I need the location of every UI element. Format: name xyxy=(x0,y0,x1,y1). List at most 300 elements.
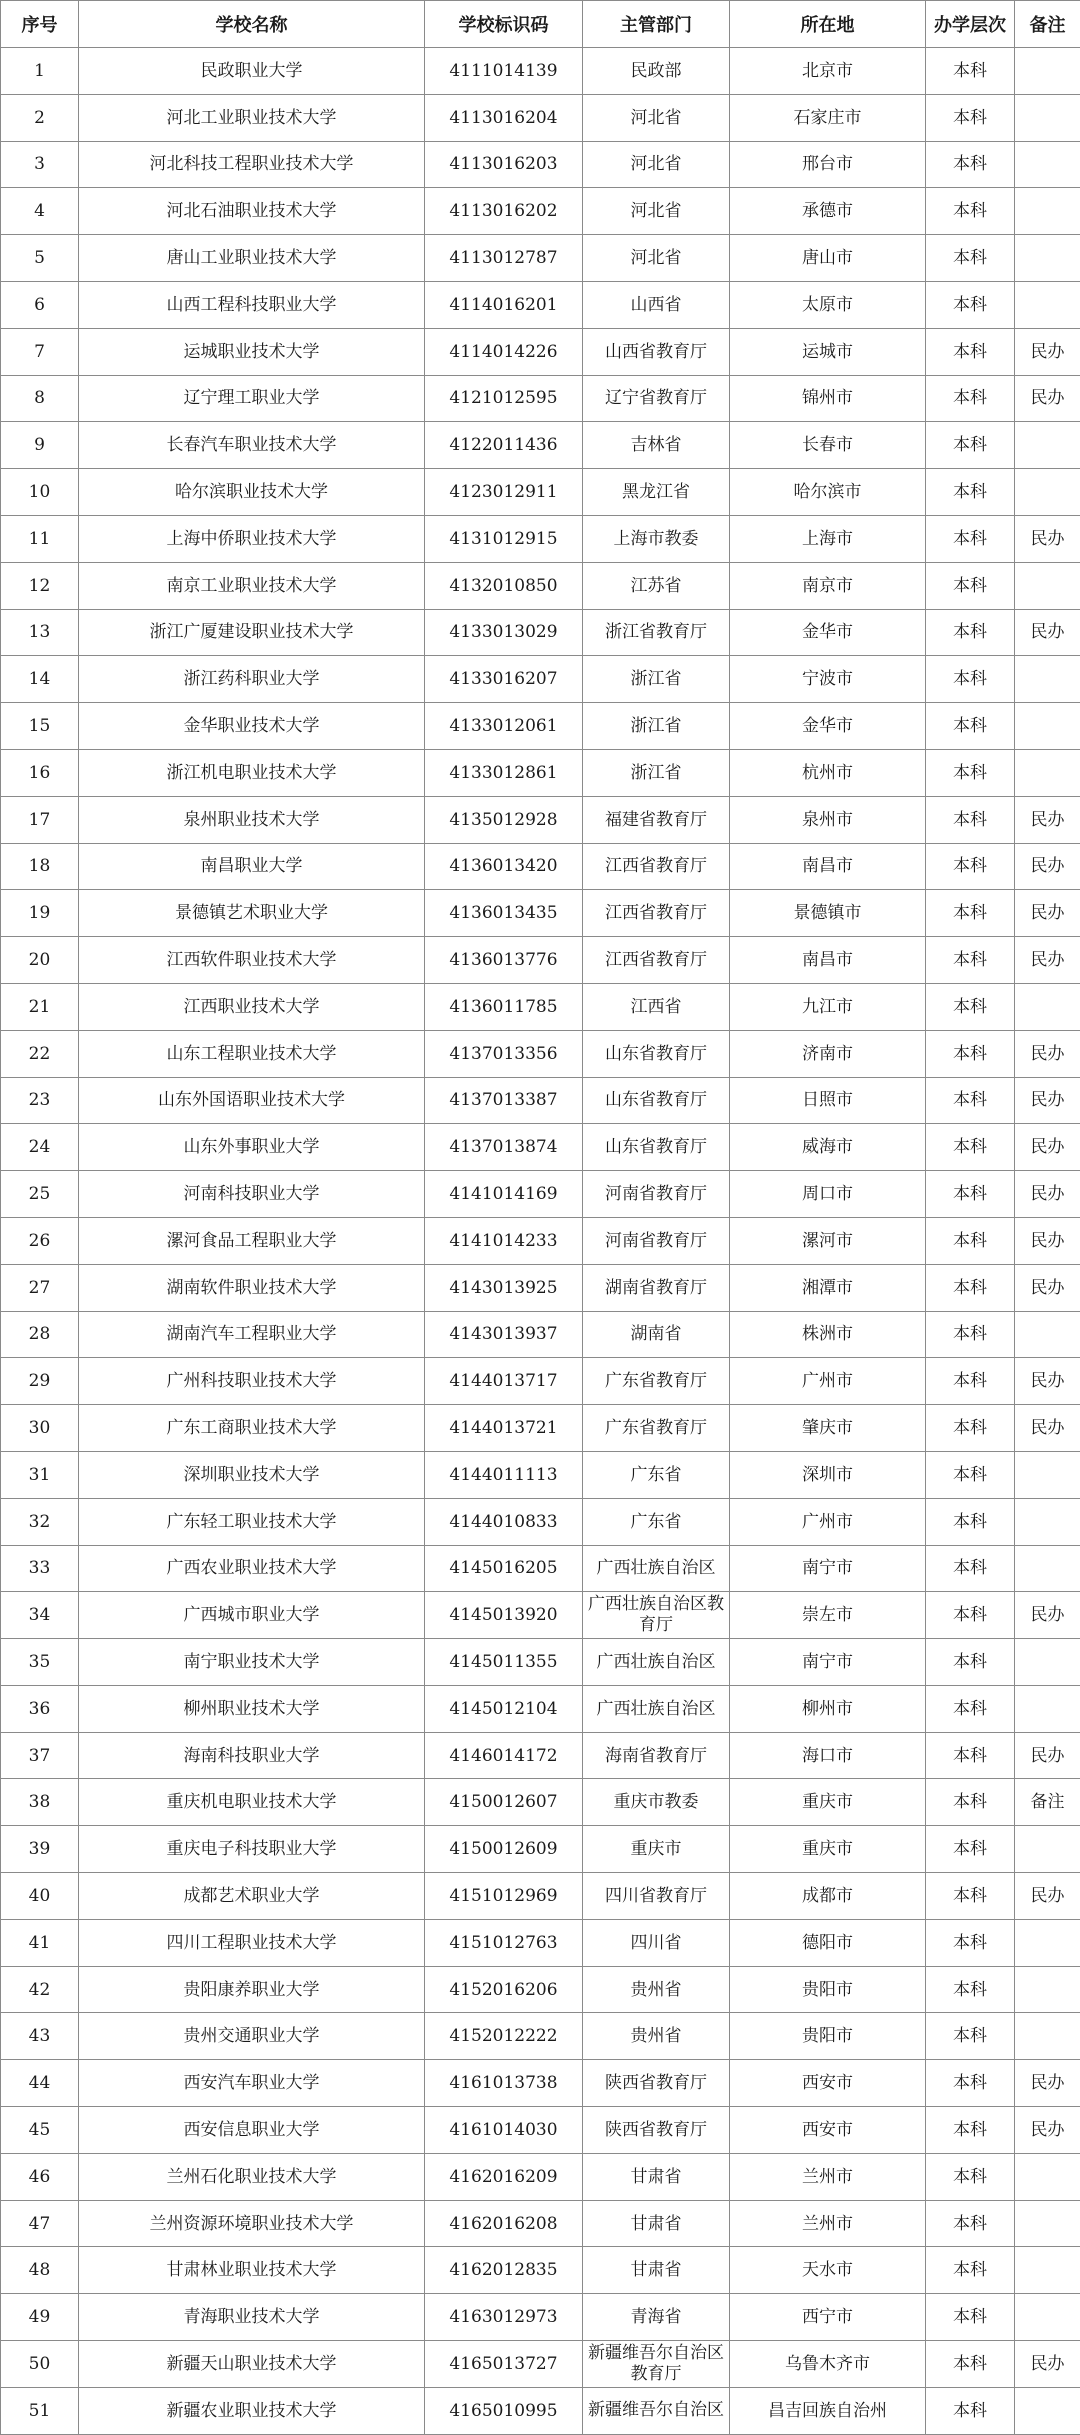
cell-location: 景德镇市 xyxy=(730,890,926,937)
cell-school-code: 4161013738 xyxy=(425,2060,583,2107)
cell-remarks: 民办 xyxy=(1015,1358,1080,1405)
cell-index: 14 xyxy=(1,656,79,703)
table-row xyxy=(1,749,1080,796)
cell-authority: 广东省 xyxy=(583,1451,730,1498)
cell-remarks xyxy=(1015,1966,1080,2013)
cell-school-code: 4151012969 xyxy=(425,1873,583,1920)
table-row xyxy=(1,843,1080,890)
header-remarks: 备注 xyxy=(1015,1,1080,48)
cell-school-code: 4162012835 xyxy=(425,2247,583,2294)
cell-level: 本科 xyxy=(926,422,1015,469)
cell-remarks: 民办 xyxy=(1015,1592,1080,1639)
cell-authority: 江苏省 xyxy=(583,562,730,609)
cell-level: 本科 xyxy=(926,469,1015,516)
cell-index: 33 xyxy=(1,1545,79,1592)
table-row xyxy=(1,890,1080,937)
cell-location: 西宁市 xyxy=(730,2294,926,2341)
cell-school-code: 4150012607 xyxy=(425,1779,583,1826)
cell-remarks xyxy=(1015,2200,1080,2247)
cell-index: 16 xyxy=(1,749,79,796)
cell-school-code: 4137013356 xyxy=(425,1030,583,1077)
cell-level: 本科 xyxy=(926,1358,1015,1405)
table-row xyxy=(1,281,1080,328)
table-row xyxy=(1,796,1080,843)
cell-remarks xyxy=(1015,1826,1080,1873)
cell-remarks xyxy=(1015,2013,1080,2060)
cell-level: 本科 xyxy=(926,796,1015,843)
cell-school-code: 4133013029 xyxy=(425,609,583,656)
table-row xyxy=(1,1171,1080,1218)
cell-remarks xyxy=(1015,1639,1080,1686)
cell-school-code: 4145011355 xyxy=(425,1639,583,1686)
cell-school-name: 广东轻工职业技术大学 xyxy=(79,1498,425,1545)
cell-index: 45 xyxy=(1,2107,79,2154)
cell-school-code: 4152012222 xyxy=(425,2013,583,2060)
cell-level: 本科 xyxy=(926,703,1015,750)
table-row xyxy=(1,2387,1080,2434)
cell-remarks xyxy=(1015,2387,1080,2434)
cell-level: 本科 xyxy=(926,1779,1015,1826)
cell-school-name: 南昌职业大学 xyxy=(79,843,425,890)
cell-authority: 广东省 xyxy=(583,1498,730,1545)
cell-school-code: 4145016205 xyxy=(425,1545,583,1592)
cell-school-code: 4136013420 xyxy=(425,843,583,890)
cell-index: 42 xyxy=(1,1966,79,2013)
cell-location: 南昌市 xyxy=(730,937,926,984)
cell-level: 本科 xyxy=(926,2200,1015,2247)
cell-level: 本科 xyxy=(926,1498,1015,1545)
cell-school-name: 南宁职业技术大学 xyxy=(79,1639,425,1686)
table-row xyxy=(1,1639,1080,1686)
cell-authority: 广东省教育厅 xyxy=(583,1358,730,1405)
cell-index: 48 xyxy=(1,2247,79,2294)
table-row xyxy=(1,1217,1080,1264)
cell-index: 17 xyxy=(1,796,79,843)
cell-remarks xyxy=(1015,656,1080,703)
table-row xyxy=(1,609,1080,656)
cell-remarks: 民办 xyxy=(1015,843,1080,890)
cell-authority: 山东省教育厅 xyxy=(583,1077,730,1124)
cell-school-code: 4143013937 xyxy=(425,1311,583,1358)
cell-location: 成都市 xyxy=(730,1873,926,1920)
table-row xyxy=(1,48,1080,95)
cell-school-name: 新疆农业职业技术大学 xyxy=(79,2387,425,2434)
header-school-name: 学校名称 xyxy=(79,1,425,48)
cell-remarks xyxy=(1015,188,1080,235)
cell-school-name: 漯河食品工程职业大学 xyxy=(79,1217,425,1264)
cell-school-code: 4137013874 xyxy=(425,1124,583,1171)
cell-school-code: 4133012061 xyxy=(425,703,583,750)
cell-school-name: 湖南软件职业技术大学 xyxy=(79,1264,425,1311)
table-row xyxy=(1,937,1080,984)
cell-level: 本科 xyxy=(926,1639,1015,1686)
cell-school-name: 河北工业职业技术大学 xyxy=(79,94,425,141)
cell-school-name: 金华职业技术大学 xyxy=(79,703,425,750)
cell-location: 海口市 xyxy=(730,1732,926,1779)
table-row xyxy=(1,562,1080,609)
cell-authority: 浙江省教育厅 xyxy=(583,609,730,656)
cell-authority: 四川省教育厅 xyxy=(583,1873,730,1920)
cell-index: 51 xyxy=(1,2387,79,2434)
cell-index: 32 xyxy=(1,1498,79,1545)
cell-school-name: 海南科技职业大学 xyxy=(79,1732,425,1779)
cell-location: 南京市 xyxy=(730,562,926,609)
cell-index: 21 xyxy=(1,983,79,1030)
cell-remarks: 民办 xyxy=(1015,937,1080,984)
cell-index: 8 xyxy=(1,375,79,422)
cell-remarks xyxy=(1015,1545,1080,1592)
cell-remarks: 民办 xyxy=(1015,609,1080,656)
cell-location: 邢台市 xyxy=(730,141,926,188)
cell-school-code: 4161014030 xyxy=(425,2107,583,2154)
cell-level: 本科 xyxy=(926,1077,1015,1124)
cell-authority: 江西省教育厅 xyxy=(583,890,730,937)
cell-remarks: 民办 xyxy=(1015,1124,1080,1171)
table-row xyxy=(1,1873,1080,1920)
cell-school-name: 西安信息职业大学 xyxy=(79,2107,425,2154)
cell-school-code: 4150012609 xyxy=(425,1826,583,1873)
cell-index: 43 xyxy=(1,2013,79,2060)
cell-index: 19 xyxy=(1,890,79,937)
cell-authority: 湖南省教育厅 xyxy=(583,1264,730,1311)
cell-remarks xyxy=(1015,562,1080,609)
cell-index: 29 xyxy=(1,1358,79,1405)
cell-remarks xyxy=(1015,1919,1080,1966)
table-row xyxy=(1,1685,1080,1732)
table-row xyxy=(1,2060,1080,2107)
cell-level: 本科 xyxy=(926,1966,1015,2013)
cell-authority: 湖南省 xyxy=(583,1311,730,1358)
cell-school-code: 4122011436 xyxy=(425,422,583,469)
cell-location: 太原市 xyxy=(730,281,926,328)
table-row xyxy=(1,188,1080,235)
cell-authority: 浙江省 xyxy=(583,749,730,796)
cell-school-code: 4132010850 xyxy=(425,562,583,609)
cell-remarks xyxy=(1015,469,1080,516)
cell-school-name: 唐山工业职业技术大学 xyxy=(79,235,425,282)
cell-level: 本科 xyxy=(926,1311,1015,1358)
table-row xyxy=(1,469,1080,516)
header-school-code: 学校标识码 xyxy=(425,1,583,48)
cell-level: 本科 xyxy=(926,2341,1015,2388)
cell-index: 37 xyxy=(1,1732,79,1779)
cell-level: 本科 xyxy=(926,235,1015,282)
cell-authority: 新疆维吾尔自治区 xyxy=(583,2387,730,2434)
cell-authority: 江西省教育厅 xyxy=(583,843,730,890)
cell-authority: 河南省教育厅 xyxy=(583,1217,730,1264)
cell-remarks: 民办 xyxy=(1015,1732,1080,1779)
cell-school-code: 4144010833 xyxy=(425,1498,583,1545)
cell-location: 重庆市 xyxy=(730,1779,926,1826)
cell-school-name: 柳州职业技术大学 xyxy=(79,1685,425,1732)
cell-authority: 贵州省 xyxy=(583,1966,730,2013)
table-row xyxy=(1,656,1080,703)
cell-school-code: 4162016208 xyxy=(425,2200,583,2247)
cell-level: 本科 xyxy=(926,562,1015,609)
cell-location: 承德市 xyxy=(730,188,926,235)
cell-school-name: 四川工程职业技术大学 xyxy=(79,1919,425,1966)
cell-level: 本科 xyxy=(926,1030,1015,1077)
cell-authority: 四川省 xyxy=(583,1919,730,1966)
cell-remarks: 民办 xyxy=(1015,328,1080,375)
cell-location: 广州市 xyxy=(730,1498,926,1545)
cell-authority: 海南省教育厅 xyxy=(583,1732,730,1779)
header-index: 序号 xyxy=(1,1,79,48)
cell-index: 44 xyxy=(1,2060,79,2107)
cell-level: 本科 xyxy=(926,609,1015,656)
cell-index: 30 xyxy=(1,1405,79,1452)
cell-level: 本科 xyxy=(926,1264,1015,1311)
table-row xyxy=(1,1919,1080,1966)
cell-level: 本科 xyxy=(926,1919,1015,1966)
cell-level: 本科 xyxy=(926,141,1015,188)
table-row xyxy=(1,1077,1080,1124)
cell-index: 4 xyxy=(1,188,79,235)
cell-school-code: 4145013920 xyxy=(425,1592,583,1639)
cell-authority: 甘肃省 xyxy=(583,2200,730,2247)
cell-level: 本科 xyxy=(926,983,1015,1030)
cell-authority: 山西省 xyxy=(583,281,730,328)
cell-index: 25 xyxy=(1,1171,79,1218)
cell-level: 本科 xyxy=(926,1217,1015,1264)
cell-location: 西安市 xyxy=(730,2107,926,2154)
table-row xyxy=(1,141,1080,188)
cell-level: 本科 xyxy=(926,843,1015,890)
cell-school-name: 泉州职业技术大学 xyxy=(79,796,425,843)
cell-school-code: 4136013776 xyxy=(425,937,583,984)
cell-index: 49 xyxy=(1,2294,79,2341)
cell-location: 崇左市 xyxy=(730,1592,926,1639)
cell-index: 12 xyxy=(1,562,79,609)
cell-authority: 浙江省 xyxy=(583,656,730,703)
cell-level: 本科 xyxy=(926,1685,1015,1732)
cell-location: 柳州市 xyxy=(730,1685,926,1732)
cell-authority: 青海省 xyxy=(583,2294,730,2341)
cell-school-code: 4136013435 xyxy=(425,890,583,937)
cell-school-name: 贵州交通职业大学 xyxy=(79,2013,425,2060)
cell-school-name: 西安汽车职业大学 xyxy=(79,2060,425,2107)
cell-index: 31 xyxy=(1,1451,79,1498)
table-row xyxy=(1,2153,1080,2200)
cell-index: 5 xyxy=(1,235,79,282)
cell-location: 济南市 xyxy=(730,1030,926,1077)
cell-remarks xyxy=(1015,2294,1080,2341)
cell-index: 6 xyxy=(1,281,79,328)
cell-school-code: 4136011785 xyxy=(425,983,583,1030)
cell-remarks: 民办 xyxy=(1015,2107,1080,2154)
cell-index: 46 xyxy=(1,2153,79,2200)
cell-location: 德阳市 xyxy=(730,1919,926,1966)
cell-school-name: 山西工程科技职业大学 xyxy=(79,281,425,328)
cell-index: 26 xyxy=(1,1217,79,1264)
table-row xyxy=(1,235,1080,282)
cell-school-name: 湖南汽车工程职业大学 xyxy=(79,1311,425,1358)
cell-school-code: 4144011113 xyxy=(425,1451,583,1498)
table-row xyxy=(1,2341,1080,2388)
cell-remarks: 民办 xyxy=(1015,1873,1080,1920)
table-row xyxy=(1,2294,1080,2341)
cell-location: 兰州市 xyxy=(730,2200,926,2247)
cell-index: 28 xyxy=(1,1311,79,1358)
cell-school-name: 山东工程职业技术大学 xyxy=(79,1030,425,1077)
header-row xyxy=(1,1,1080,48)
cell-location: 威海市 xyxy=(730,1124,926,1171)
cell-school-code: 4143013925 xyxy=(425,1264,583,1311)
cell-level: 本科 xyxy=(926,1171,1015,1218)
cell-level: 本科 xyxy=(926,890,1015,937)
cell-location: 长春市 xyxy=(730,422,926,469)
table-row xyxy=(1,1405,1080,1452)
cell-school-name: 景德镇艺术职业大学 xyxy=(79,890,425,937)
cell-level: 本科 xyxy=(926,2060,1015,2107)
cell-school-name: 广西农业职业技术大学 xyxy=(79,1545,425,1592)
cell-school-name: 成都艺术职业大学 xyxy=(79,1873,425,1920)
cell-location: 湘潭市 xyxy=(730,1264,926,1311)
cell-remarks: 民办 xyxy=(1015,1264,1080,1311)
cell-location: 贵阳市 xyxy=(730,1966,926,2013)
cell-school-code: 4113016202 xyxy=(425,188,583,235)
cell-authority: 福建省教育厅 xyxy=(583,796,730,843)
cell-remarks: 民办 xyxy=(1015,1030,1080,1077)
cell-level: 本科 xyxy=(926,749,1015,796)
cell-school-code: 4114014226 xyxy=(425,328,583,375)
cell-location: 西安市 xyxy=(730,2060,926,2107)
cell-school-name: 贵阳康养职业大学 xyxy=(79,1966,425,2013)
cell-level: 本科 xyxy=(926,1124,1015,1171)
cell-school-code: 4144013721 xyxy=(425,1405,583,1452)
cell-remarks xyxy=(1015,749,1080,796)
cell-location: 贵阳市 xyxy=(730,2013,926,2060)
table-row xyxy=(1,1498,1080,1545)
cell-level: 本科 xyxy=(926,188,1015,235)
cell-school-code: 4121012595 xyxy=(425,375,583,422)
cell-school-name: 辽宁理工职业大学 xyxy=(79,375,425,422)
header-authority: 主管部门 xyxy=(583,1,730,48)
cell-index: 50 xyxy=(1,2341,79,2388)
cell-school-code: 4113016203 xyxy=(425,141,583,188)
table-row xyxy=(1,422,1080,469)
cell-location: 南宁市 xyxy=(730,1545,926,1592)
cell-school-code: 4133016207 xyxy=(425,656,583,703)
cell-authority: 上海市教委 xyxy=(583,515,730,562)
cell-school-name: 深圳职业技术大学 xyxy=(79,1451,425,1498)
cell-level: 本科 xyxy=(926,515,1015,562)
cell-index: 3 xyxy=(1,141,79,188)
cell-remarks xyxy=(1015,141,1080,188)
cell-school-name: 浙江广厦建设职业技术大学 xyxy=(79,609,425,656)
cell-index: 35 xyxy=(1,1639,79,1686)
cell-school-name: 兰州资源环境职业技术大学 xyxy=(79,2200,425,2247)
cell-school-name: 广州科技职业技术大学 xyxy=(79,1358,425,1405)
cell-location: 南昌市 xyxy=(730,843,926,890)
header-location: 所在地 xyxy=(730,1,926,48)
cell-level: 本科 xyxy=(926,2107,1015,2154)
cell-level: 本科 xyxy=(926,328,1015,375)
cell-authority: 山东省教育厅 xyxy=(583,1124,730,1171)
table-row xyxy=(1,328,1080,375)
table-row xyxy=(1,1451,1080,1498)
cell-authority: 山东省教育厅 xyxy=(583,1030,730,1077)
cell-school-name: 新疆天山职业技术大学 xyxy=(79,2341,425,2388)
cell-school-name: 民政职业大学 xyxy=(79,48,425,95)
cell-school-code: 4141014233 xyxy=(425,1217,583,1264)
cell-remarks xyxy=(1015,2247,1080,2294)
cell-location: 运城市 xyxy=(730,328,926,375)
cell-school-code: 4141014169 xyxy=(425,1171,583,1218)
cell-location: 唐山市 xyxy=(730,235,926,282)
cell-remarks: 民办 xyxy=(1015,2060,1080,2107)
cell-level: 本科 xyxy=(926,94,1015,141)
cell-remarks xyxy=(1015,983,1080,1030)
cell-location: 深圳市 xyxy=(730,1451,926,1498)
cell-remarks: 民办 xyxy=(1015,1217,1080,1264)
cell-index: 41 xyxy=(1,1919,79,1966)
cell-index: 2 xyxy=(1,94,79,141)
cell-index: 23 xyxy=(1,1077,79,1124)
cell-school-code: 4131012915 xyxy=(425,515,583,562)
cell-index: 7 xyxy=(1,328,79,375)
cell-remarks: 民办 xyxy=(1015,1405,1080,1452)
cell-index: 11 xyxy=(1,515,79,562)
cell-location: 南宁市 xyxy=(730,1639,926,1686)
cell-index: 27 xyxy=(1,1264,79,1311)
cell-authority: 河南省教育厅 xyxy=(583,1171,730,1218)
table-row xyxy=(1,983,1080,1030)
table-row xyxy=(1,2107,1080,2154)
cell-school-name: 青海职业技术大学 xyxy=(79,2294,425,2341)
cell-school-code: 4165013727 xyxy=(425,2341,583,2388)
cell-location: 杭州市 xyxy=(730,749,926,796)
cell-school-name: 重庆电子科技职业大学 xyxy=(79,1826,425,1873)
cell-level: 本科 xyxy=(926,1826,1015,1873)
cell-remarks: 民办 xyxy=(1015,1077,1080,1124)
cell-school-name: 哈尔滨职业技术大学 xyxy=(79,469,425,516)
cell-index: 40 xyxy=(1,1873,79,1920)
cell-school-name: 南京工业职业技术大学 xyxy=(79,562,425,609)
cell-location: 天水市 xyxy=(730,2247,926,2294)
cell-location: 株洲市 xyxy=(730,1311,926,1358)
cell-index: 18 xyxy=(1,843,79,890)
cell-level: 本科 xyxy=(926,1732,1015,1779)
cell-authority: 民政部 xyxy=(583,48,730,95)
cell-remarks: 民办 xyxy=(1015,796,1080,843)
cell-location: 九江市 xyxy=(730,983,926,1030)
cell-authority: 浙江省 xyxy=(583,703,730,750)
cell-authority: 陕西省教育厅 xyxy=(583,2060,730,2107)
cell-remarks: 民办 xyxy=(1015,515,1080,562)
cell-school-name: 山东外事职业大学 xyxy=(79,1124,425,1171)
table-row xyxy=(1,1030,1080,1077)
cell-school-code: 4145012104 xyxy=(425,1685,583,1732)
cell-authority: 广东省教育厅 xyxy=(583,1405,730,1452)
cell-index: 9 xyxy=(1,422,79,469)
cell-authority: 江西省教育厅 xyxy=(583,937,730,984)
cell-location: 昌吉回族自治州 xyxy=(730,2387,926,2434)
cell-school-name: 运城职业技术大学 xyxy=(79,328,425,375)
cell-location: 金华市 xyxy=(730,609,926,656)
cell-location: 金华市 xyxy=(730,703,926,750)
cell-location: 重庆市 xyxy=(730,1826,926,1873)
cell-authority: 贵州省 xyxy=(583,2013,730,2060)
cell-school-code: 4144013717 xyxy=(425,1358,583,1405)
cell-level: 本科 xyxy=(926,2387,1015,2434)
cell-school-name: 河南科技职业大学 xyxy=(79,1171,425,1218)
cell-level: 本科 xyxy=(926,937,1015,984)
cell-index: 10 xyxy=(1,469,79,516)
cell-index: 24 xyxy=(1,1124,79,1171)
cell-school-code: 4113012787 xyxy=(425,235,583,282)
cell-index: 22 xyxy=(1,1030,79,1077)
